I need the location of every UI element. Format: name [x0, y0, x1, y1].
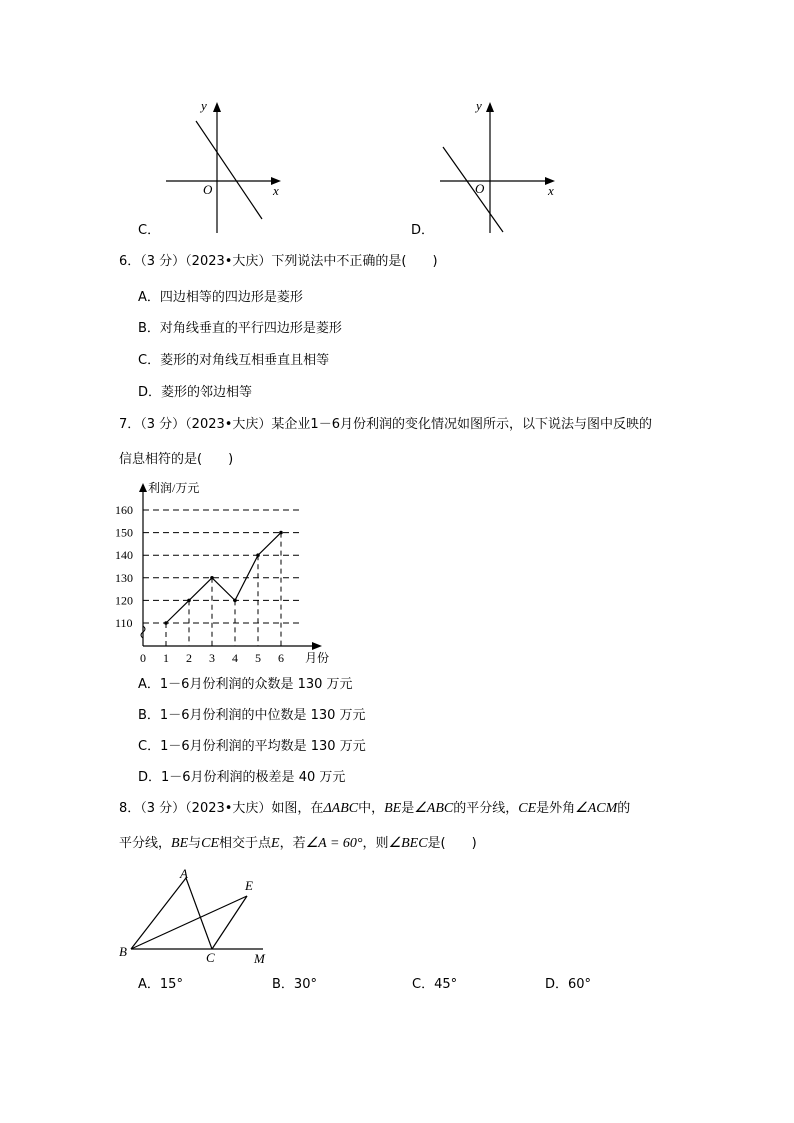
data-point [256, 553, 260, 557]
chart-y-label: 利润/万元 [148, 481, 200, 495]
x-tick-label: 1 [163, 651, 169, 665]
graph-line [443, 147, 503, 232]
x-tick-label: 6 [278, 651, 284, 665]
x-tick-label: 0 [140, 651, 146, 665]
point-M-label: M [254, 951, 265, 966]
q7-option-b: B．1－6月份利润的中位数是 130 万元 [138, 708, 366, 723]
q7-stem-line1: 7．（3 分）（2023•大庆）某企业1－6月份利润的变化情况如图所示，以下说法与图中反映的 [119, 417, 652, 432]
data-point [279, 531, 283, 535]
data-point [164, 621, 168, 625]
point-B-label: B [119, 944, 127, 959]
x-arrow-icon [312, 642, 322, 650]
y-arrow-icon [139, 483, 147, 492]
chart-x-label: 月份 [305, 651, 330, 665]
x-tick-label: 4 [232, 651, 238, 665]
q6-option-b: B．对角线垂直的平行四边形是菱形 [138, 321, 342, 336]
data-point [233, 599, 237, 603]
y-tick-label: 110 [115, 616, 133, 630]
option-c-letter: C． [138, 223, 161, 238]
q8-option-b: B．30° [272, 977, 317, 992]
data-point [187, 599, 191, 603]
x-tick-label: 2 [186, 651, 192, 665]
triangle-figure [114, 866, 274, 970]
y-axis-label: y [201, 98, 207, 113]
y-tick-label: 130 [115, 570, 133, 585]
q8-stem-line2: 平分线，BE与CE相交于点E，若∠A = 60°，则∠BEC是( ) [119, 836, 477, 851]
q8-option-d: D．60° [545, 977, 592, 992]
y-tick-label: 120 [115, 593, 133, 608]
x-axis-label: x [273, 183, 279, 198]
option-c-graph [160, 96, 290, 236]
q8-stem-line1: 8．（3 分）（2023•大庆）如图，在ΔABC中，BE是∠ABC的平分线，CE是外角∠ACM的 [119, 801, 631, 816]
q6-stem: 6．（3 分）（2023•大庆）下列说法中不正确的是( ) [119, 254, 438, 269]
q7-stem-line2: 信息相符的是( ) [119, 452, 234, 467]
y-tick-label: 140 [115, 548, 133, 563]
y-axis-label: y [476, 98, 482, 113]
q7-option-c: C．1－6月份利润的平均数是 130 万元 [138, 739, 366, 754]
profit-line-chart [112, 476, 342, 668]
origin-label: O [475, 181, 485, 196]
point-C-label: C [206, 950, 215, 965]
graph-line [196, 121, 262, 219]
q8-option-c: C．45° [412, 977, 458, 992]
x-tick-label: 5 [255, 651, 261, 665]
q6-option-d: D．菱形的邻边相等 [138, 385, 253, 400]
x-tick-label: 3 [209, 651, 215, 665]
option-d-letter: D． [411, 223, 435, 238]
y-arrow-icon [486, 102, 494, 112]
origin-label: O [203, 182, 213, 197]
y-tick-label: 150 [115, 525, 133, 540]
option-d-graph [436, 96, 566, 236]
data-point [210, 576, 214, 580]
y-arrow-icon [213, 102, 221, 112]
q6-option-c: C．菱形的对角线互相垂直且相等 [138, 353, 330, 368]
y-tick-label: 160 [115, 503, 133, 517]
q7-option-d: D．1－6月份利润的极差是 40 万元 [138, 770, 346, 785]
q8-option-a: A．15° [138, 977, 183, 992]
q7-option-a: A．1－6月份利润的众数是 130 万元 [138, 677, 353, 692]
point-A-label: A [180, 866, 188, 881]
segment-BA [131, 878, 186, 949]
point-E-label: E [245, 878, 253, 893]
x-axis-label: x [548, 183, 554, 198]
q6-option-a: A．四边相等的四边形是菱形 [138, 290, 303, 305]
